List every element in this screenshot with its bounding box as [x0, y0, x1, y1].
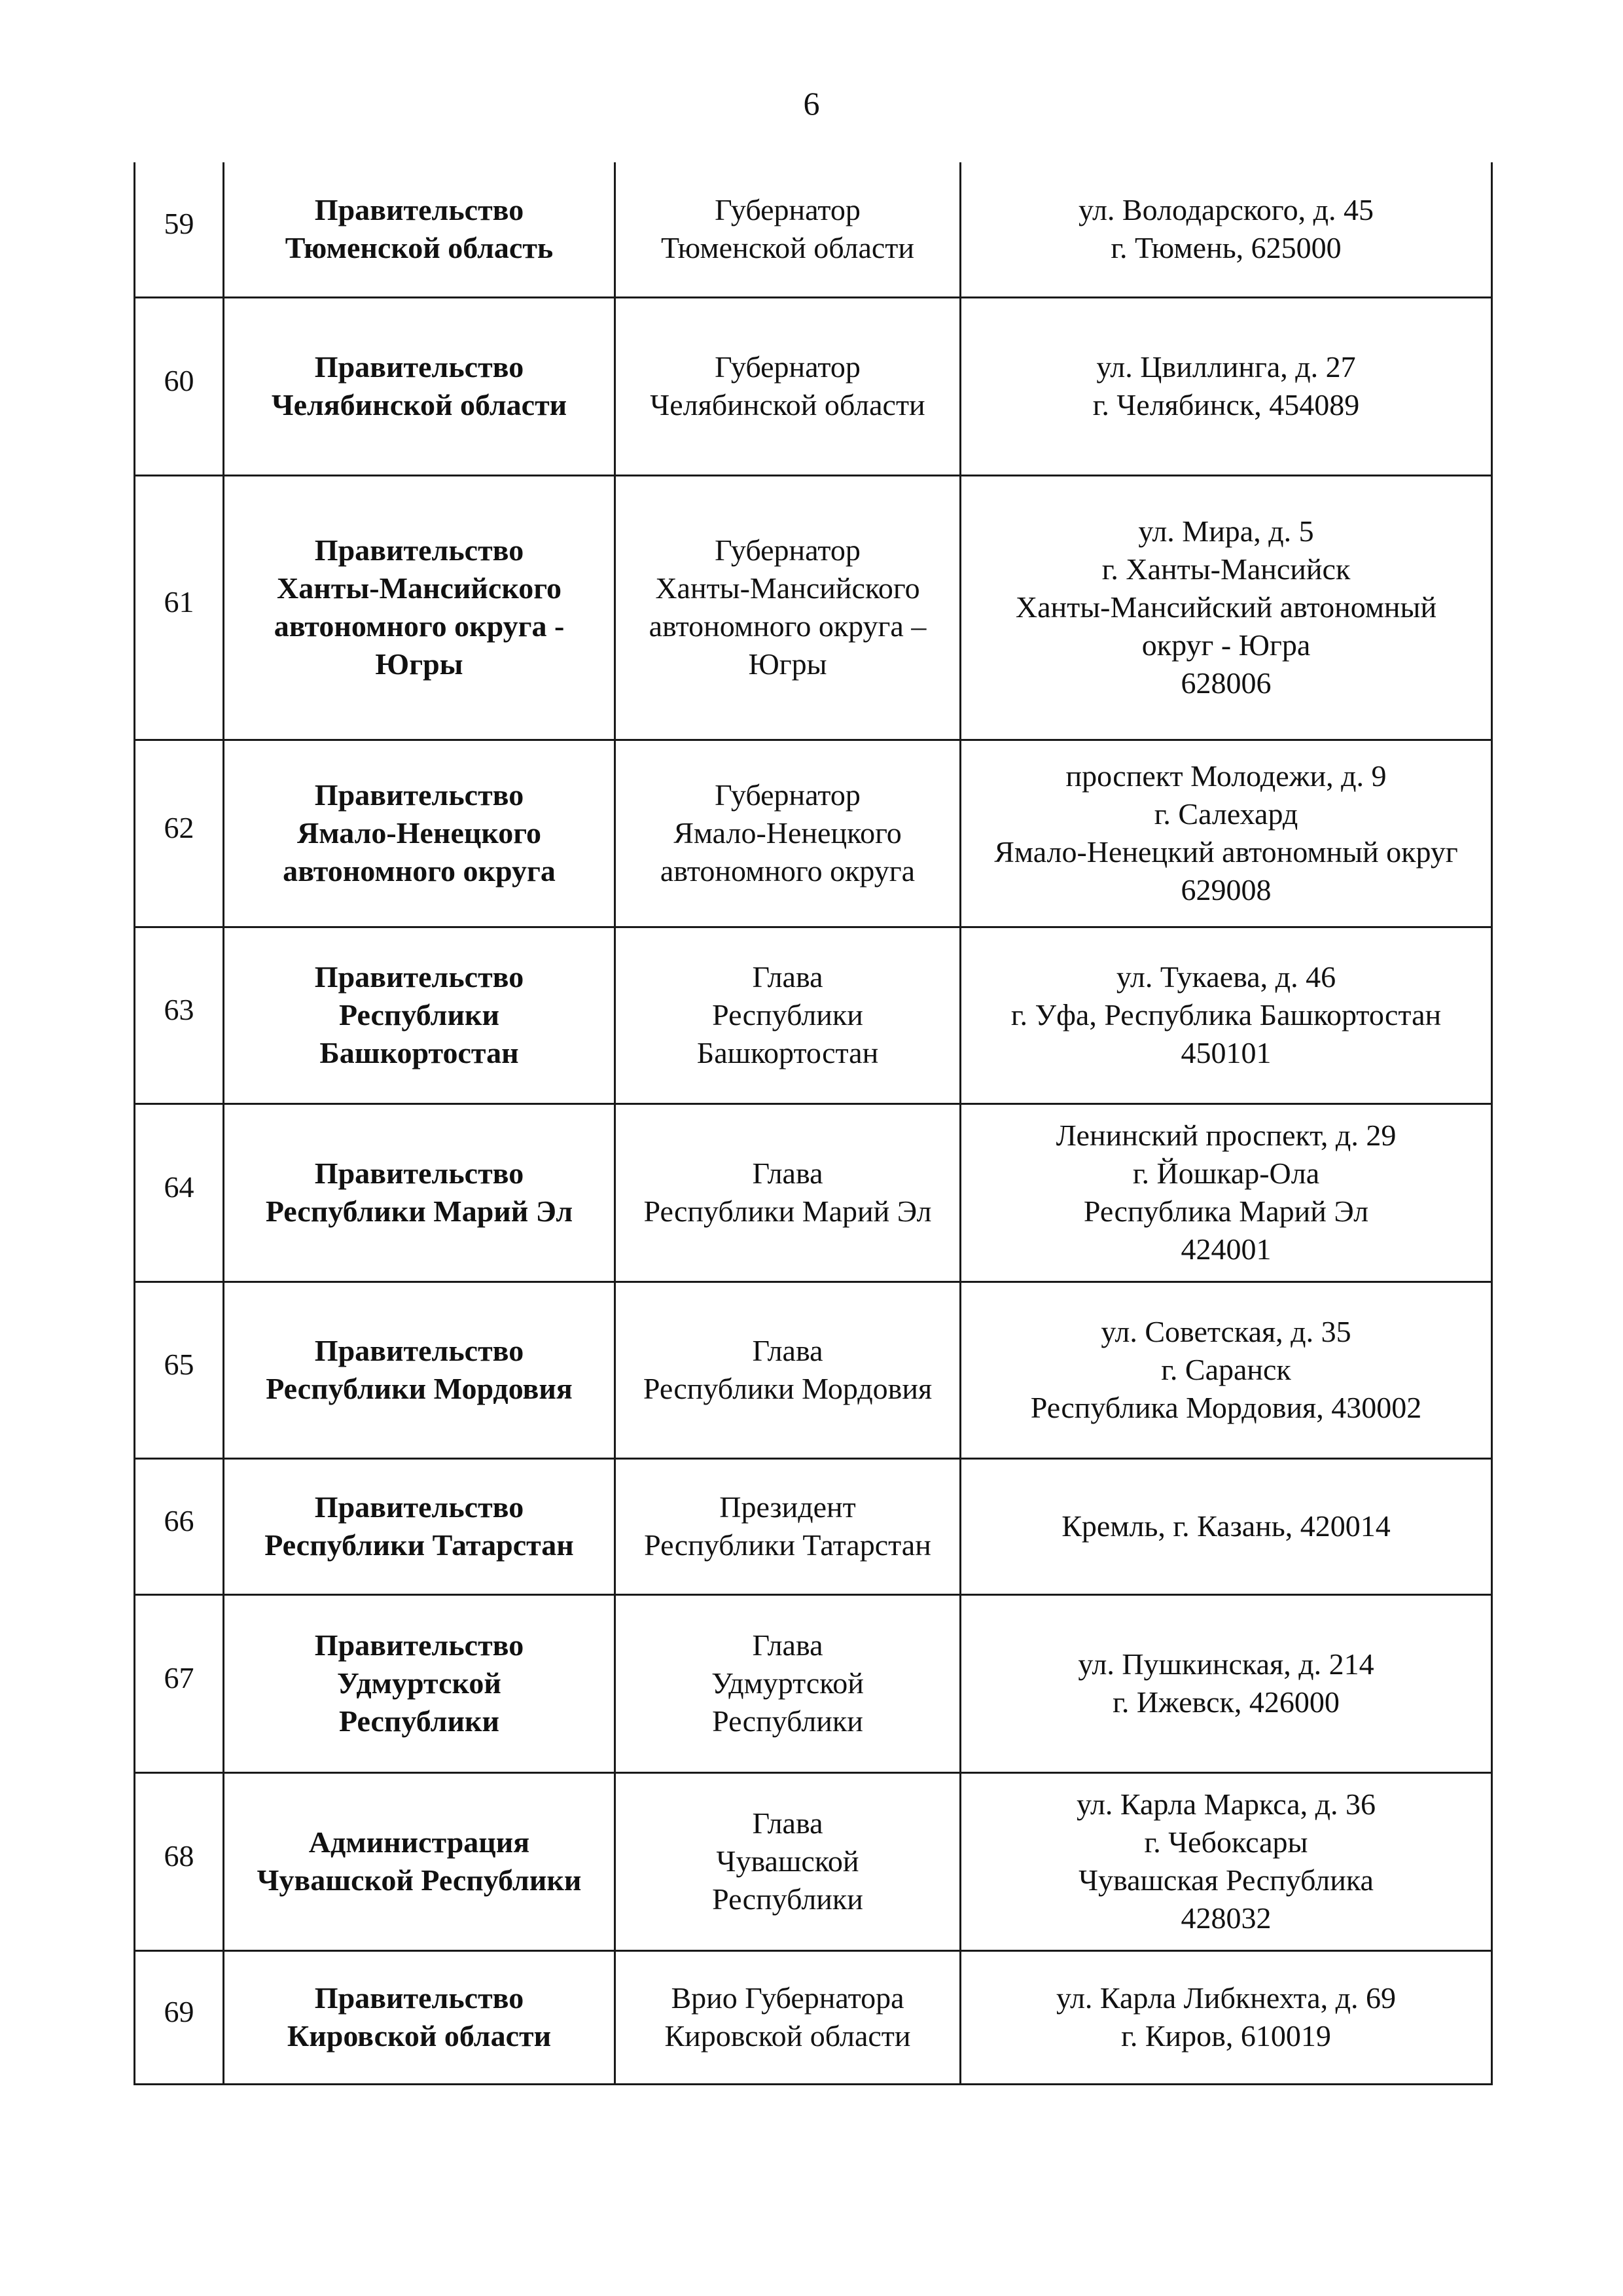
organization-line: Республики Марий Эл — [265, 1194, 573, 1228]
address-cell — [961, 927, 1492, 1103]
table-row — [135, 1103, 1492, 1282]
address-line: Ямало-Ненецкий автономный округ — [994, 835, 1458, 869]
address-line: 628006 — [1181, 666, 1272, 700]
address-line: г. Саранск — [1161, 1353, 1291, 1386]
organization-line: Югры — [375, 647, 463, 681]
page-number: 6 — [803, 85, 820, 122]
address-line: Кремль, г. Казань, 420014 — [1061, 1509, 1391, 1543]
head-line: Глава — [752, 960, 823, 994]
row-number: 68 — [135, 1772, 224, 1950]
organization-line: Правительство — [314, 1157, 524, 1190]
organization-line: автономного округа - — [274, 609, 565, 643]
row-number: 67 — [135, 1594, 224, 1772]
regional-governments-table — [134, 162, 1493, 2085]
head-line: Глава — [752, 1628, 823, 1662]
address-line: ул. Тукаева, д. 46 — [1116, 960, 1336, 994]
row-number: 63 — [135, 927, 224, 1103]
table-row — [135, 740, 1492, 927]
head-cell — [615, 1282, 961, 1458]
address-line: ул. Карла Маркса, д. 36 — [1076, 1787, 1376, 1821]
address-line: г. Тюмень, 625000 — [1111, 231, 1342, 265]
row-number: 61 — [135, 475, 224, 740]
head-cell — [615, 927, 961, 1103]
head-line: Челябинской области — [650, 388, 925, 422]
address-line: Ханты-Мансийский автономный — [1015, 590, 1437, 624]
address-line: ул. Цвиллинга, д. 27 — [1096, 350, 1356, 384]
organization-line: Чувашской Республики — [257, 1863, 582, 1897]
organization-line: Удмуртской — [337, 1666, 501, 1700]
organization-line: Ямало-Ненецкого — [296, 816, 542, 850]
row-number: 64 — [135, 1103, 224, 1282]
row-number: 69 — [135, 1950, 224, 2084]
address-line: ул. Карла Либкнехта, д. 69 — [1056, 1981, 1397, 2015]
address-cell — [961, 1103, 1492, 1282]
head-cell — [615, 1950, 961, 2084]
head-line: Ханты-Мансийского — [655, 571, 920, 605]
address-line: округ - Югра — [1141, 628, 1311, 662]
head-line: Башкортостан — [696, 1036, 879, 1069]
address-line: Республика Марий Эл — [1083, 1194, 1369, 1228]
address-line: ул. Мира, д. 5 — [1138, 514, 1314, 548]
organization-line: Республики — [339, 1704, 499, 1738]
address-line: Чувашская Республика — [1079, 1863, 1374, 1897]
head-line: Кировской области — [664, 2019, 911, 2053]
row-number: 60 — [135, 297, 224, 475]
organization-line: Правительство — [314, 350, 524, 384]
head-cell — [615, 1772, 961, 1950]
row-number: 66 — [135, 1458, 224, 1594]
table-body — [135, 162, 1492, 2084]
head-line: Глава — [752, 1157, 823, 1190]
table-row — [135, 927, 1492, 1103]
head-cell — [615, 1594, 961, 1772]
organization-cell — [224, 162, 615, 297]
address-cell — [961, 1458, 1492, 1594]
organization-line: Башкортостан — [319, 1036, 519, 1069]
address-line: г. Ижевск, 426000 — [1113, 1685, 1340, 1719]
table-row — [135, 475, 1492, 740]
address-line: ул. Пушкинская, д. 214 — [1078, 1647, 1374, 1681]
address-cell — [961, 1950, 1492, 2084]
organization-line: Правительство — [314, 1981, 524, 2015]
address-line: 428032 — [1181, 1901, 1272, 1935]
address-line: 629008 — [1181, 873, 1272, 906]
organization-line: Тюменской область — [285, 231, 554, 265]
organization-cell — [224, 1772, 615, 1950]
table-row — [135, 1950, 1492, 2084]
organization-line: Республики Татарстан — [264, 1528, 574, 1562]
head-cell — [615, 475, 961, 740]
head-line: Республики Татарстан — [644, 1528, 931, 1562]
organization-line: Правительство — [314, 1334, 524, 1367]
address-line: г. Йошкар-Ола — [1132, 1157, 1320, 1190]
head-line: Республики Марий Эл — [643, 1194, 932, 1228]
head-line: Ямало-Ненецкого — [673, 816, 902, 850]
organization-cell — [224, 927, 615, 1103]
head-cell — [615, 1458, 961, 1594]
head-line: автономного округа – — [649, 609, 927, 643]
head-line: Удмуртской — [711, 1666, 864, 1700]
address-cell — [961, 475, 1492, 740]
organization-line: Республики — [339, 998, 499, 1031]
address-cell — [961, 1282, 1492, 1458]
head-line: Губернатор — [715, 350, 861, 384]
organization-line: Правительство — [314, 533, 524, 567]
organization-cell — [224, 1594, 615, 1772]
head-line: Республики — [712, 1704, 863, 1738]
address-line: г. Чебоксары — [1144, 1825, 1308, 1859]
table-row — [135, 1282, 1492, 1458]
organization-line: Республики Мордовия — [266, 1372, 573, 1405]
organization-cell — [224, 740, 615, 927]
organization-line: Правительство — [314, 960, 524, 994]
table-row — [135, 162, 1492, 297]
address-line: ул. Володарского, д. 45 — [1078, 193, 1374, 227]
head-line: Глава — [752, 1334, 823, 1367]
head-line: автономного округа — [660, 854, 916, 888]
head-line: Республики — [712, 998, 863, 1031]
table-row — [135, 1772, 1492, 1950]
address-line: ул. Советская, д. 35 — [1101, 1315, 1351, 1348]
table-row — [135, 1594, 1492, 1772]
address-line: 424001 — [1181, 1232, 1272, 1266]
table-row — [135, 297, 1492, 475]
organization-line: Челябинской области — [271, 388, 567, 422]
head-cell — [615, 1103, 961, 1282]
head-line: Тюменской области — [660, 231, 915, 265]
address-line: г. Киров, 610019 — [1121, 2019, 1331, 2053]
head-line: Губернатор — [715, 533, 861, 567]
address-line: Ленинский проспект, д. 29 — [1056, 1119, 1397, 1152]
organization-line: Правительство — [314, 778, 524, 812]
row-number: 65 — [135, 1282, 224, 1458]
address-line: 450101 — [1181, 1036, 1272, 1069]
head-line: Чувашской — [716, 1844, 859, 1878]
row-number: 59 — [135, 162, 224, 297]
head-line: Югры — [748, 647, 827, 681]
organization-line: Правительство — [314, 193, 524, 227]
organization-line: Администрация — [308, 1825, 530, 1859]
organization-line: Правительство — [314, 1628, 524, 1662]
head-line: Губернатор — [715, 778, 861, 812]
organization-cell — [224, 1282, 615, 1458]
organization-line: автономного округа — [283, 854, 556, 888]
head-cell — [615, 297, 961, 475]
organization-cell — [224, 1458, 615, 1594]
head-cell — [615, 740, 961, 927]
address-line: г. Челябинск, 454089 — [1092, 388, 1360, 422]
address-cell — [961, 162, 1492, 297]
head-line: Республики — [712, 1882, 863, 1916]
address-cell — [961, 1772, 1492, 1950]
row-number: 62 — [135, 740, 224, 927]
head-cell — [615, 162, 961, 297]
address-line: проспект Молодежи, д. 9 — [1065, 759, 1387, 793]
organization-line: Ханты-Мансийского — [277, 571, 562, 605]
organization-cell — [224, 475, 615, 740]
address-cell — [961, 297, 1492, 475]
address-line: г. Салехард — [1154, 797, 1298, 831]
organization-line: Кировской области — [287, 2019, 552, 2053]
organization-cell — [224, 297, 615, 475]
organization-cell — [224, 1103, 615, 1282]
address-line: г. Уфа, Республика Башкортостан — [1010, 998, 1442, 1031]
address-line: г. Ханты-Мансийск — [1101, 552, 1351, 586]
table-row — [135, 1458, 1492, 1594]
head-line: Губернатор — [715, 193, 861, 227]
organization-line: Правительство — [314, 1490, 524, 1524]
head-line: Глава — [752, 1806, 823, 1840]
address-cell — [961, 1594, 1492, 1772]
head-line: Президент — [719, 1490, 856, 1524]
address-line: Республика Мордовия, 430002 — [1030, 1391, 1422, 1424]
head-line: Врио Губернатора — [671, 1981, 904, 2015]
organization-cell — [224, 1950, 615, 2084]
address-cell — [961, 740, 1492, 927]
head-line: Республики Мордовия — [643, 1372, 933, 1405]
